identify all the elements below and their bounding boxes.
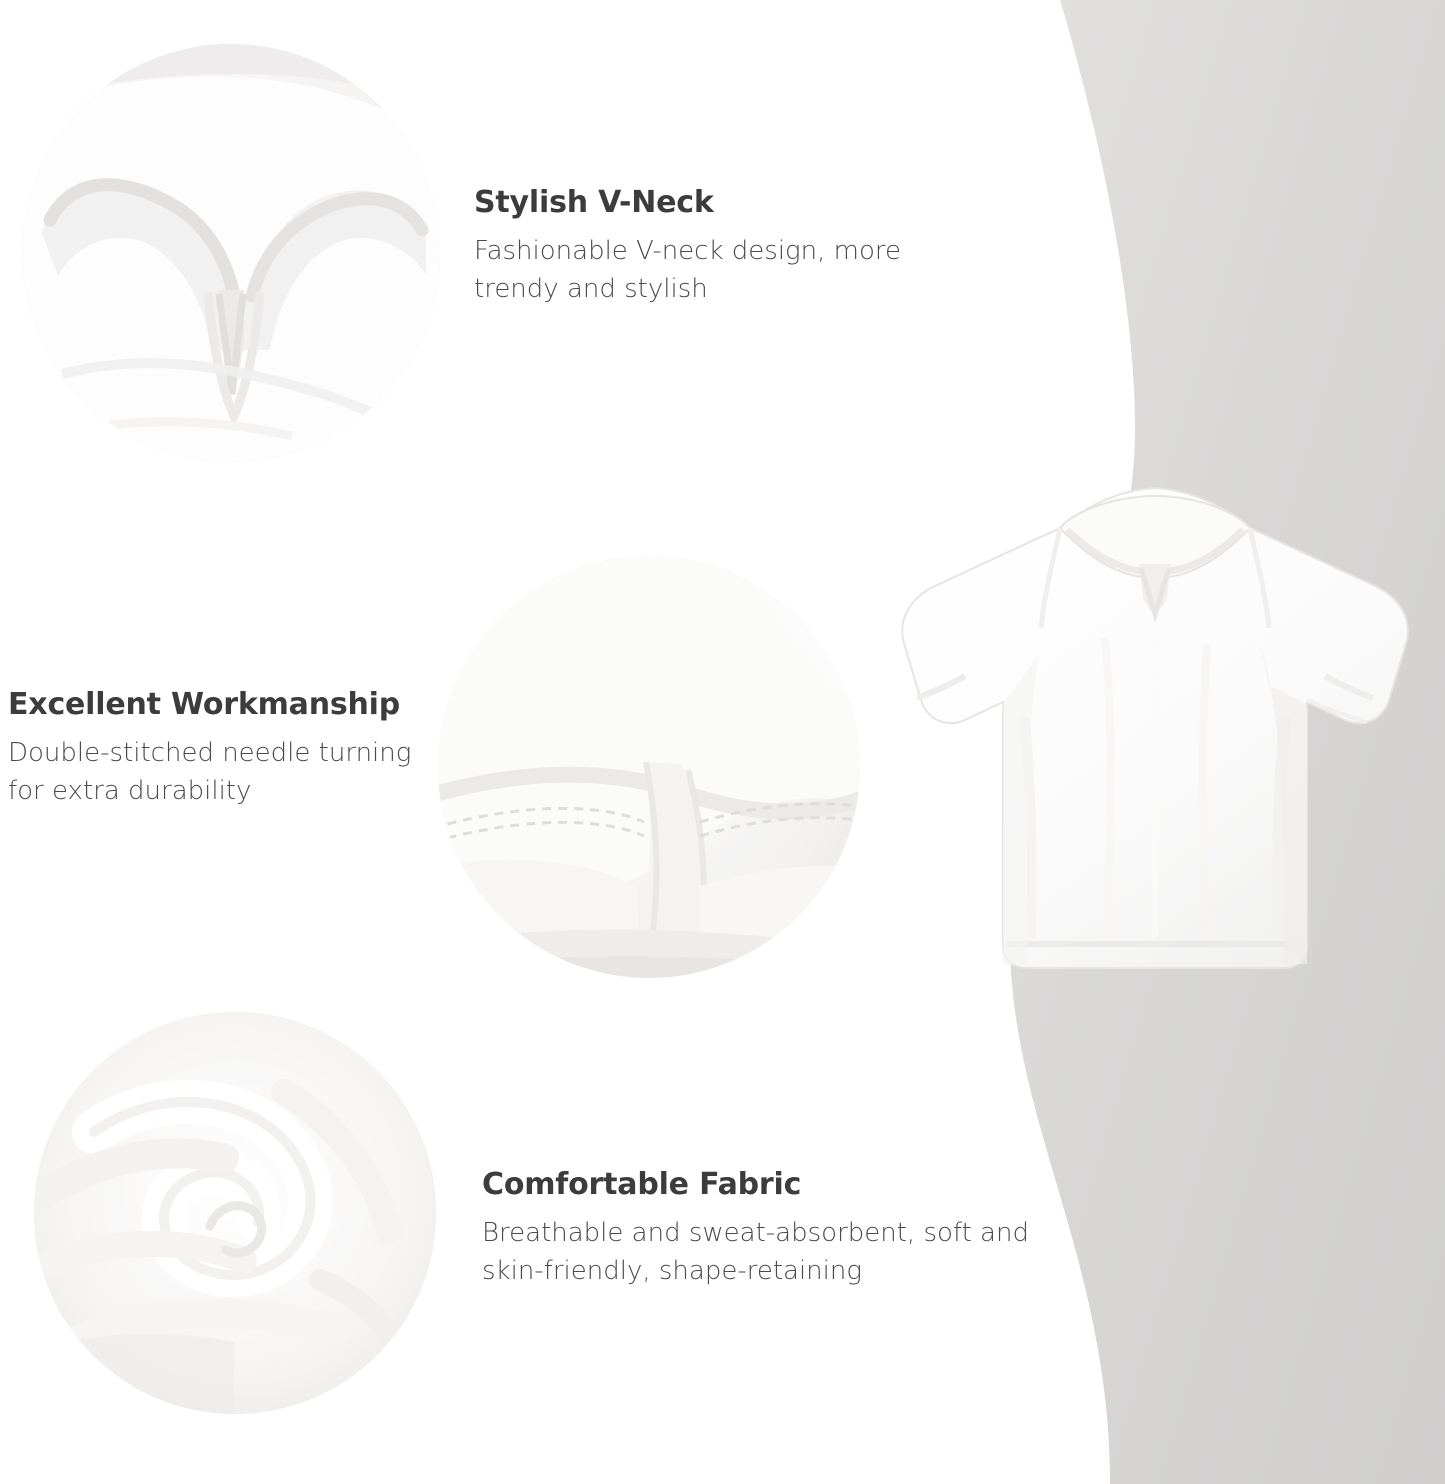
feature-title-workmanship: Excellent Workmanship (8, 687, 401, 722)
feature-image-workmanship (438, 556, 860, 978)
feature-text-workmanship (0, 688, 428, 810)
feature-text-fabric (482, 1168, 1062, 1290)
feature-text-v-neck (474, 186, 974, 308)
feature-image-v-neck (22, 44, 440, 462)
feature-description-workmanship: Double-stitched needle turning for extra durability (8, 738, 412, 806)
product-image-tshirt (855, 468, 1435, 998)
feature-description-fabric: Breathable and sweat-absorbent, soft and skin-friendly, shape-retaining (482, 1218, 1029, 1286)
feature-description-v-neck: Fashionable V-neck design, more trendy and stylish (474, 236, 902, 304)
feature-image-fabric (34, 1012, 436, 1414)
feature-title-v-neck: Stylish V-Neck (474, 185, 714, 220)
feature-title-fabric: Comfortable Fabric (482, 1167, 802, 1202)
